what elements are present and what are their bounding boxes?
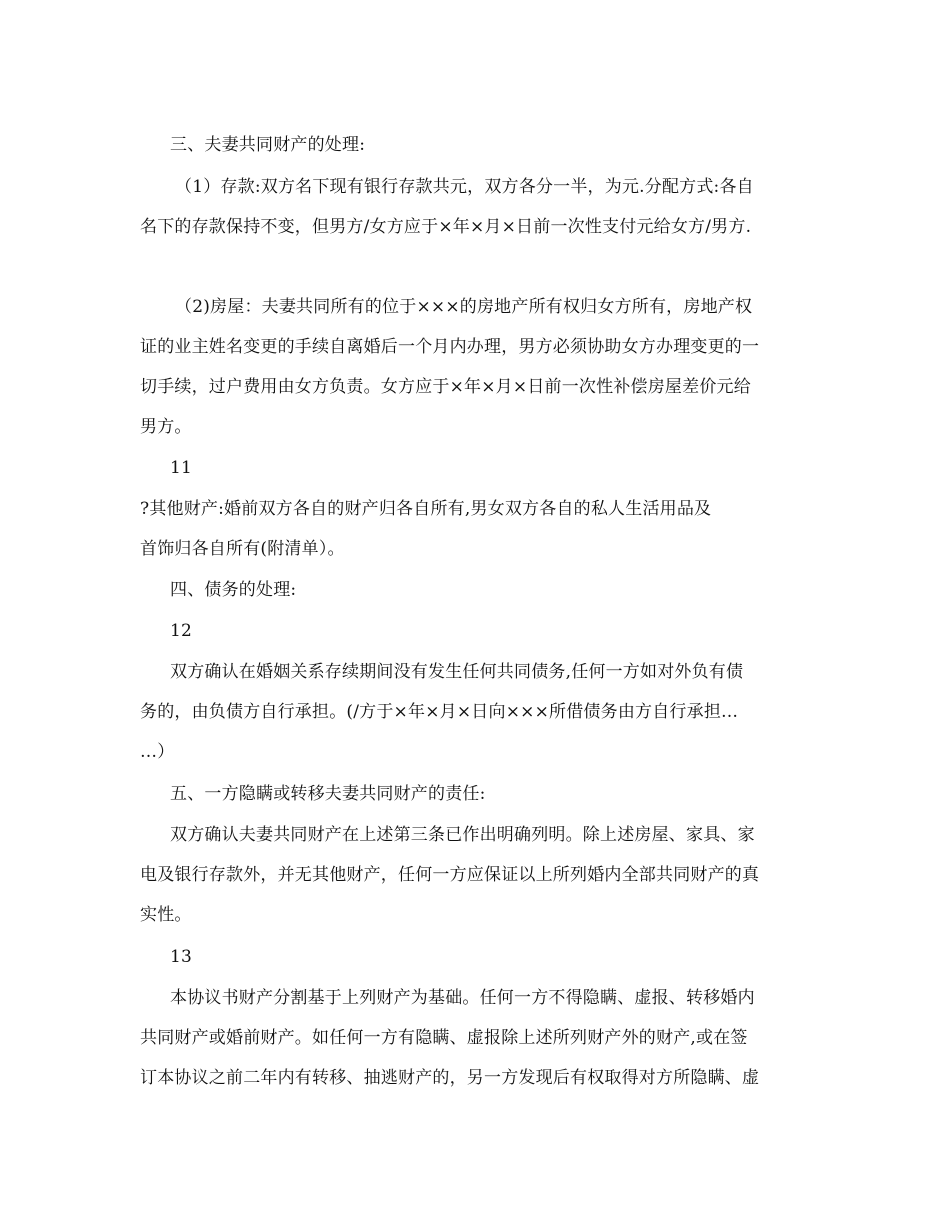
paragraph-line: 双方确认在婚姻关系存续期间没有发生任何共同债务,任何一方如对外负有债	[170, 662, 744, 682]
paragraph-line: （1）存款:双方名下现有银行存款共元，双方各分一半，为元.分配方式:各自	[175, 177, 754, 197]
paragraph-line: 共同财产或婚前财产。如任何一方有隐瞒、虚报除上述所列财产外的财产,或在签	[140, 1028, 748, 1048]
page-number: 12	[170, 621, 193, 641]
paragraph-line: 务的，由负债方自行承担。(/方于×年×月×日向×××所借债务由方自行承担…	[140, 702, 739, 722]
paragraph-line: 本协议书财产分割基于上列财产为基础。任何一方不得隐瞒、虚报、转移婚内	[170, 988, 755, 1008]
paragraph-line: 男方。	[140, 417, 192, 437]
section-heading-4: 四、债务的处理:	[170, 580, 297, 600]
paragraph-line: 证的业主姓名变更的手续自离婚后一个月内办理，男方必须协助女方办理变更的一	[140, 337, 760, 357]
paragraph-line: ?其他财产:婚前双方各自的财产归各自所有,男女双方各自的私人生活用品及	[140, 499, 712, 519]
paragraph-line: 订本协议之前二年内有转移、抽逃财产的，另一方发现后有权取得对方所隐瞒、虚	[140, 1068, 760, 1088]
paragraph-line: …）	[140, 742, 175, 762]
page-number: 11	[170, 458, 193, 478]
paragraph-line: （2)房屋：夫妻共同所有的位于×××的房地产所有权归女方所有，房地产权	[175, 297, 753, 317]
paragraph-line: 电及银行存款外，并无其他财产，任何一方应保证以上所列婚内全部共同财产的真	[140, 865, 760, 885]
paragraph-line: 切手续，过户费用由女方负责。女方应于×年×月×日前一次性补偿房屋差价元给	[140, 377, 751, 397]
section-heading-3: 三、夫妻共同财产的处理:	[170, 135, 366, 155]
paragraph-line: 实性。	[140, 905, 192, 925]
paragraph-line: 首饰归各自所有(附清单）。	[140, 539, 345, 559]
page-number: 13	[170, 947, 193, 967]
paragraph-line: 名下的存款保持不变，但男方/女方应于×年×月×日前一次性支付元给女方/男方.	[140, 217, 752, 237]
paragraph-line: 双方确认夫妻共同财产在上述第三条已作出明确列明。除上述房屋、家具、家	[170, 825, 755, 845]
section-heading-5: 五、一方隐瞒或转移夫妻共同财产的责任:	[170, 784, 486, 804]
